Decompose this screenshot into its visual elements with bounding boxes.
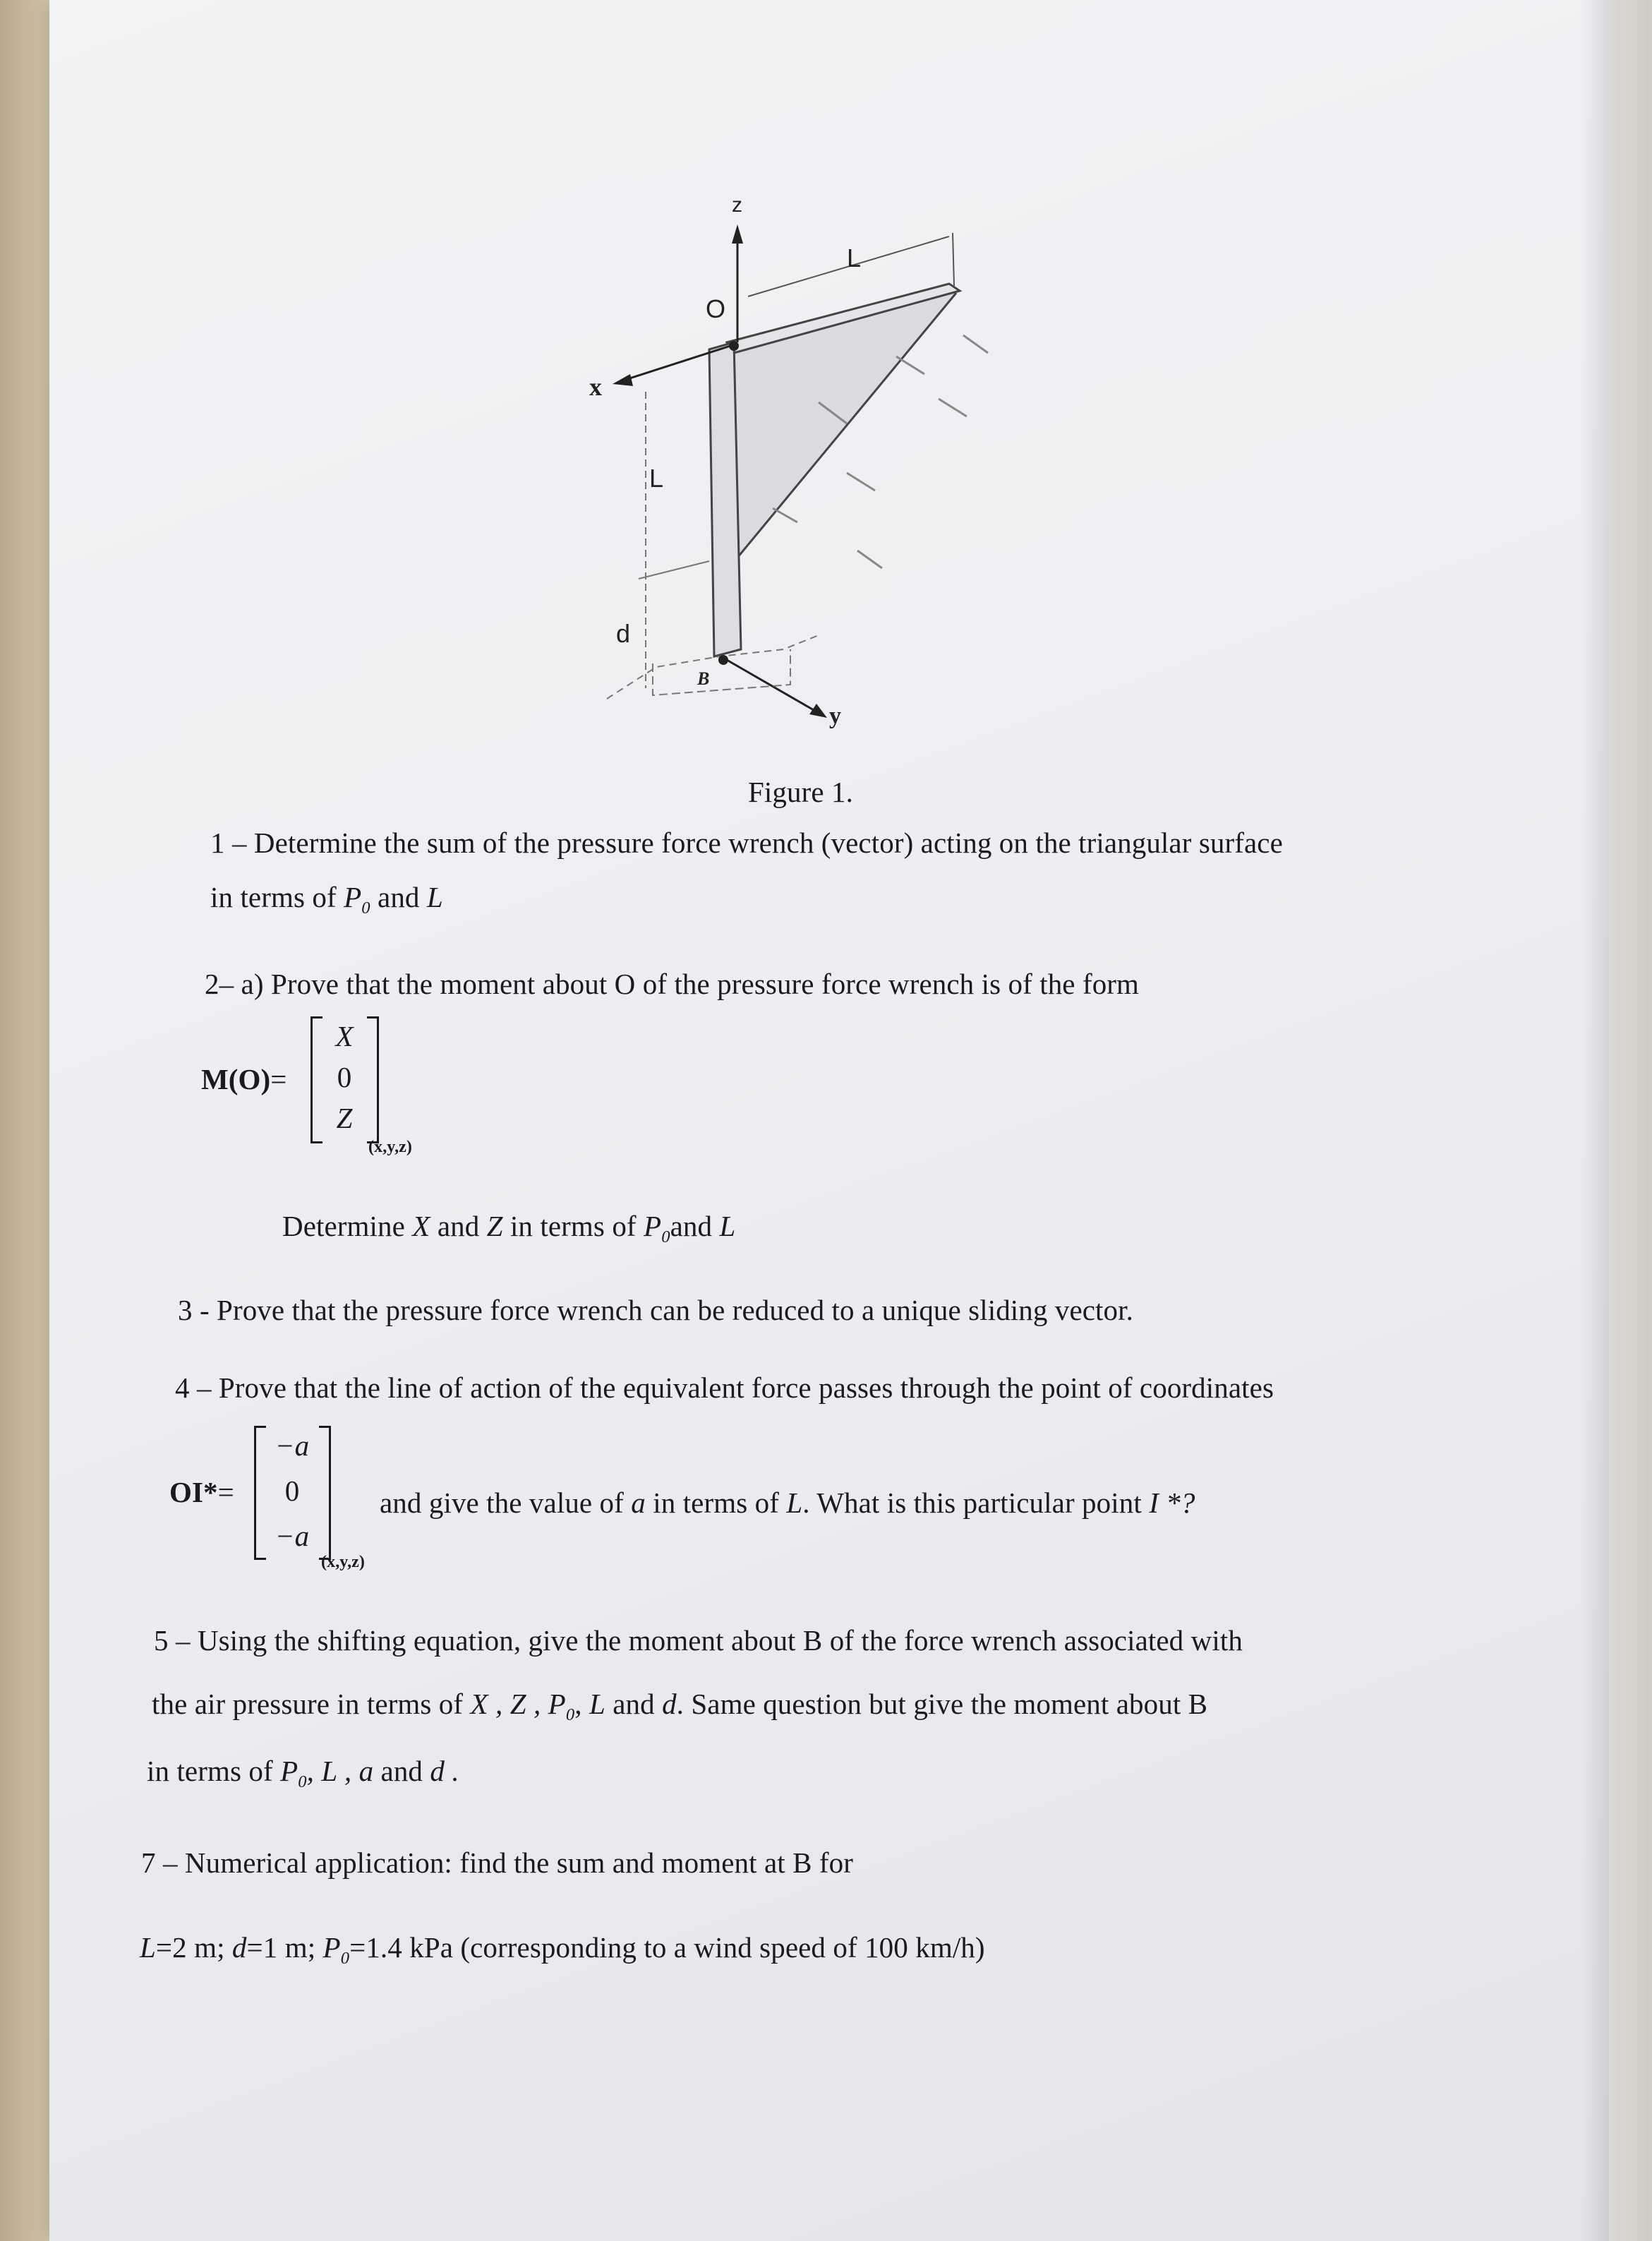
q2-determine-line: Determine X and Z in terms of $P_0and$ L bbox=[282, 1210, 736, 1247]
q4-m1: −a bbox=[275, 1429, 310, 1462]
q1-line1: 1 – Determine the sum of the pressure force wrench (vector) acting on the triangular surface bbox=[210, 827, 1283, 859]
y-axis bbox=[727, 660, 819, 713]
z-arrowhead bbox=[732, 224, 743, 244]
q4-line1: 4 – Prove that the line of action of the equivalent force passes through the point of coordinates bbox=[175, 1371, 1274, 1404]
z-label: z bbox=[732, 193, 742, 217]
q2-m1: X bbox=[335, 1020, 354, 1052]
q7-values: L=2 m; d=1 m; $P_0=1.4$ kPa (corresponding to a wind speed of 100 km/h) bbox=[140, 1931, 985, 1969]
base-dashed bbox=[607, 635, 819, 699]
y-label: y bbox=[829, 703, 841, 729]
top-length-label: L bbox=[847, 244, 862, 272]
offset-label: d bbox=[616, 619, 631, 648]
q2-m2: 0 bbox=[337, 1061, 352, 1093]
q2-line1: 2– a) Prove that the moment about O of the pressure force wrench is of the form bbox=[205, 968, 1140, 1000]
q2-m3: Z bbox=[336, 1102, 353, 1134]
dim-tick-top bbox=[953, 233, 954, 286]
b-label: B bbox=[697, 668, 710, 689]
origin-point bbox=[729, 341, 739, 351]
y-arrowhead bbox=[809, 704, 827, 718]
q5-line1: 5 – Using the shifting equation, give the moment about B of the force wrench associated with bbox=[154, 1624, 1243, 1657]
q2-moment-matrix bbox=[310, 1016, 381, 1143]
figure-caption: Figure 1. bbox=[748, 776, 853, 808]
q4-m3: −a bbox=[275, 1520, 310, 1552]
x-arrowhead bbox=[613, 374, 633, 386]
q2-basis: (x,y,z) bbox=[368, 1138, 413, 1156]
q1-L: L bbox=[426, 881, 443, 913]
q4-m2: 0 bbox=[284, 1474, 300, 1507]
side-length-label: L bbox=[649, 464, 664, 493]
q2-lhs: M(O)= bbox=[201, 1063, 287, 1095]
q1-line2 bbox=[210, 880, 443, 918]
q7-line1: 7 – Numerical application: find the sum and moment at B for bbox=[141, 1846, 854, 1879]
q4-rest: and give the value of a in terms of L. What is this particular point I *? bbox=[380, 1486, 1195, 1519]
q1-prefix: in terms of bbox=[210, 881, 337, 913]
q5-line3: in terms of $P_0$, L , a and d . bbox=[147, 1755, 459, 1792]
point-b bbox=[718, 655, 728, 665]
q1-p0: $P_0$ bbox=[344, 881, 370, 918]
q3-text: 3 - Prove that the pressure force wrench can be reduced to a unique sliding vector. bbox=[178, 1294, 1133, 1326]
q4-point-matrix bbox=[254, 1426, 332, 1560]
origin-label: O bbox=[706, 294, 726, 323]
x-label: x bbox=[589, 373, 602, 401]
q5-line2: the air pressure in terms of X , Z , $P_0$, L and d. Same question but give the moment about B bbox=[152, 1688, 1208, 1725]
q4-basis: (x,y,z) bbox=[321, 1553, 366, 1571]
dim-tick-side bbox=[639, 561, 709, 579]
q1-and: and bbox=[378, 881, 420, 913]
q4-lhs: OI*= bbox=[169, 1476, 234, 1508]
